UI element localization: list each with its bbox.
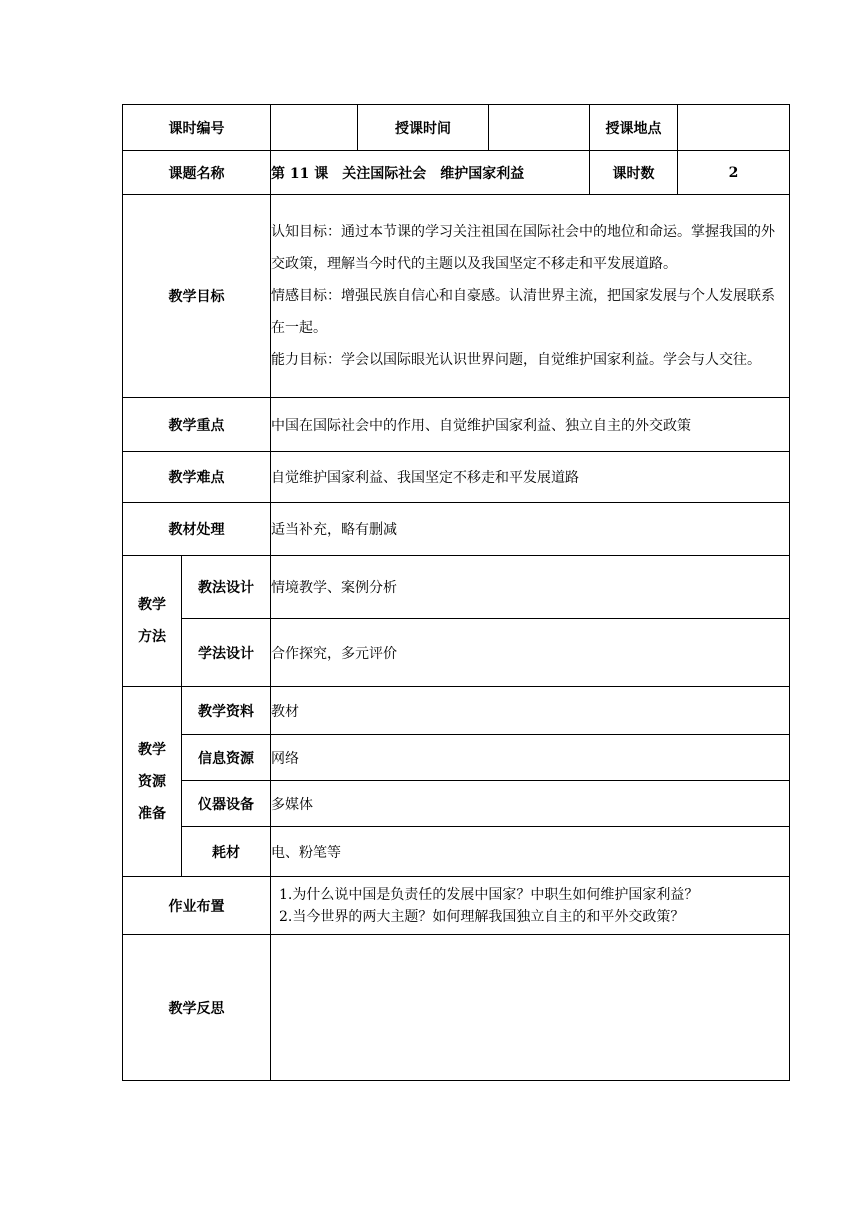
homework-item: 2.当今世界的两大主题？如何理解我国独立自主的和平外交政策？ [279,908,685,925]
homework-label: 作业布置 [123,877,271,935]
resource-label: 仪器设备 [182,781,271,827]
reflection-row [123,935,790,1081]
hours-label: 课时数 [590,151,678,195]
resource-row [123,827,790,877]
resource-value: 多媒体 [271,781,790,827]
place-label: 授课地点 [590,105,678,151]
learning-method-value: 合作探究，多元评价 [271,619,790,687]
objective-emotional: 情感目标：增强民族自信心和自豪感。认清世界主流，把国家发展与个人发展联系在一起。 [271,288,775,336]
key-points-value: 中国在国际社会中的作用、自觉维护国家利益、独立自主的外交政策 [271,398,790,452]
resource-label: 耗材 [182,827,271,877]
objective-ability: 能力目标：学会以国际眼光认识世界问题，自觉维护国家利益。学会与人交往。 [271,352,761,368]
teaching-method-label: 教法设计 [182,556,271,619]
resources-label: 教学 资源 准备 [123,687,182,877]
hours-value: 2 [678,151,790,195]
homework-item: 1.为什么说中国是负责任的发展中国家？中职生如何维护国家利益？ [279,886,699,903]
learning-method-label: 学法设计 [182,619,271,687]
objectives-label: 教学目标 [123,195,271,398]
objective-cognitive: 认知目标：通过本节课的学习关注祖国在国际社会中的地位和命运。掌握我国的外交政策，理解当今时代的主题以及我国坚定不移走和平发展道路。 [271,224,775,272]
difficult-points-row [123,452,790,503]
lesson-plan-table [122,104,790,1081]
resource-label: 教学资料 [182,687,271,735]
place-cell [678,105,790,151]
difficult-points-value: 自觉维护国家利益、我国坚定不移走和平发展道路 [271,452,790,503]
lesson-no-cell [271,105,358,151]
time-label: 授课时间 [358,105,489,151]
resource-value: 教材 [271,687,790,735]
homework-row [123,877,790,935]
homework-content [271,877,790,935]
reflection-value[interactable] [271,935,790,1081]
lesson-no-label: 课时编号 [123,105,271,151]
resource-value: 电、粉笔等 [271,827,790,877]
objectives-row [123,195,790,398]
resource-row [123,735,790,781]
resource-row [123,687,790,735]
material-handling-row [123,503,790,556]
material-handling-label: 教材处理 [123,503,271,556]
teaching-method-row [123,556,790,619]
topic-row [123,151,790,195]
learning-method-row [123,619,790,687]
resource-row [123,781,790,827]
resource-value: 网络 [271,735,790,781]
reflection-label: 教学反思 [123,935,271,1081]
resource-label: 信息资源 [182,735,271,781]
key-points-label: 教学重点 [123,398,271,452]
difficult-points-label: 教学难点 [123,452,271,503]
topic-value: 第 11 课 关注国际社会 维护国家利益 [271,151,590,195]
material-handling-value: 适当补充，略有删减 [271,503,790,556]
teaching-method-value: 情境教学、案例分析 [271,556,790,619]
methods-label: 教学 方法 [123,556,182,687]
time-cell [489,105,590,151]
topic-label: 课题名称 [123,151,271,195]
header-row [123,105,790,151]
objectives-content [271,195,790,398]
lesson-plan-sheet [122,104,789,1082]
key-points-row [123,398,790,452]
